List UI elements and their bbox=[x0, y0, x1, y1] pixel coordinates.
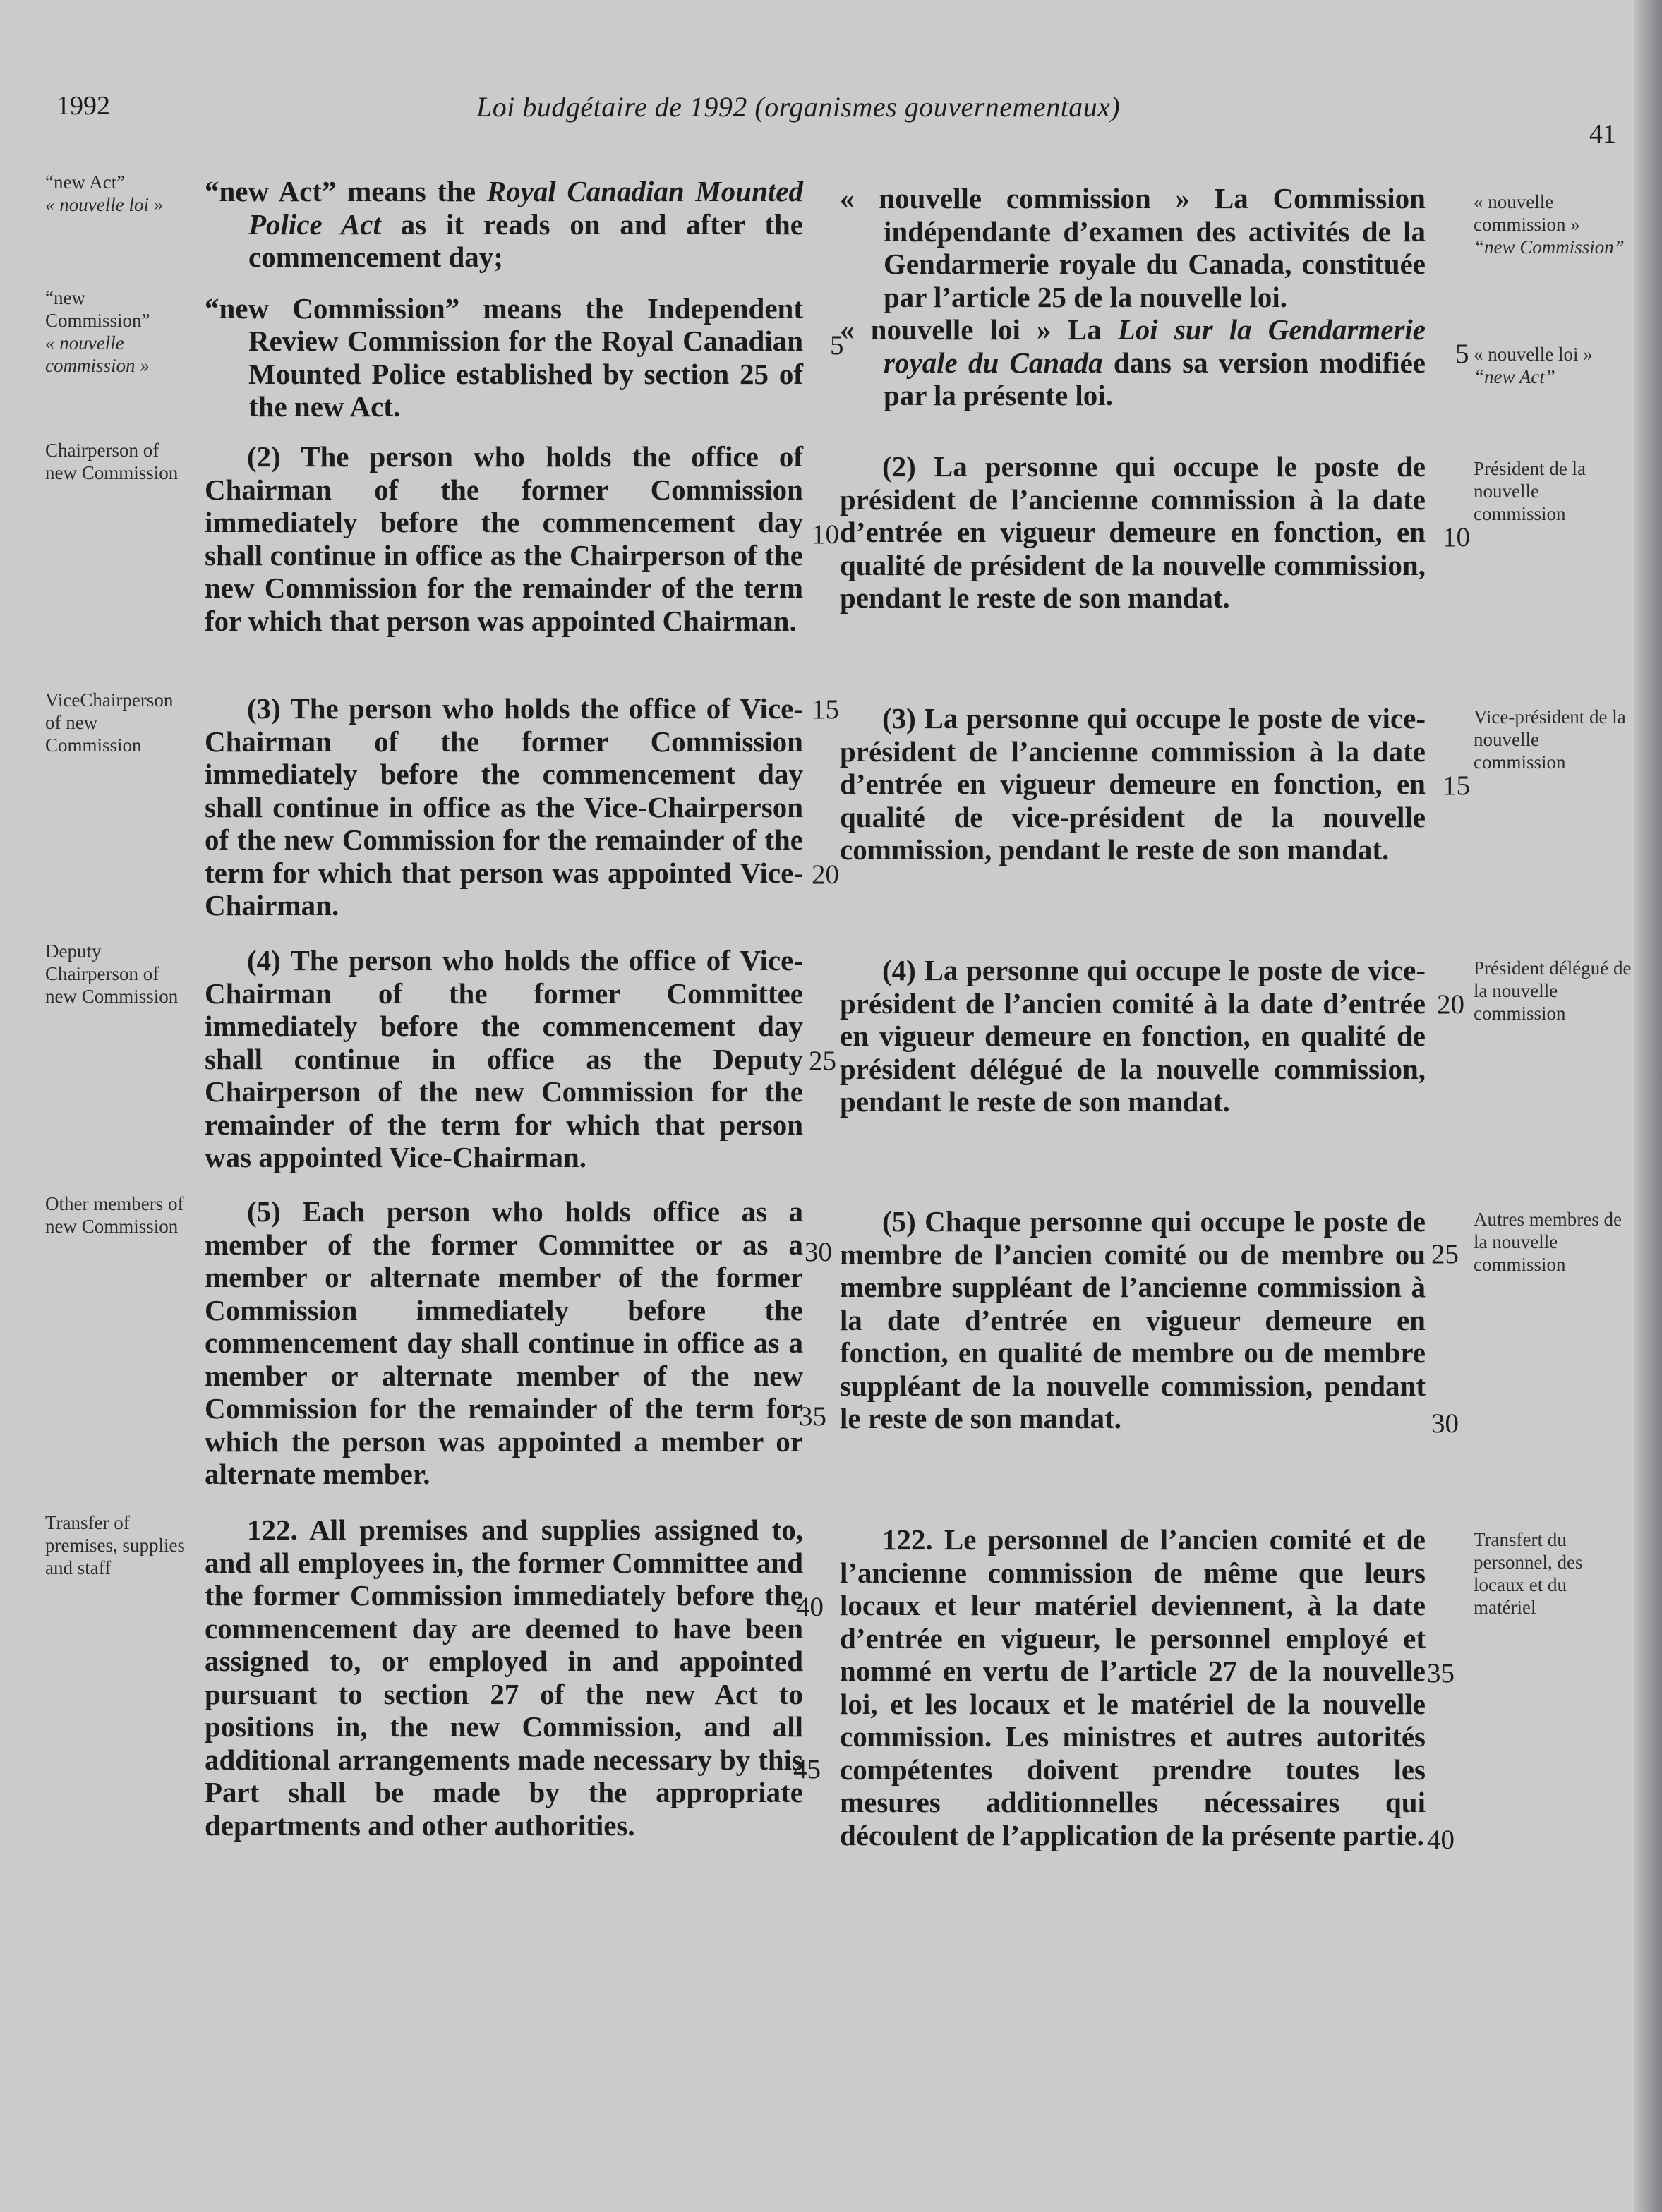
margin-note-deputy-chairperson: Deputy Chairperson of new Commission bbox=[45, 941, 179, 1007]
en-subsection-5: (5) Each person who holds office as a member of the former Committee or as a member or alternate member of the former Commission immediately before the commencement day shall continue in office as a member or alternate member of the new Commission for the remainder of the term for which the person was appointed a member or alternate member. bbox=[205, 1195, 803, 1490]
en-def-new-commission: “new Commission” means the Independent Review Commission for the Royal Canadian Mounted Police established by section 25 of the new Act. bbox=[205, 291, 803, 423]
line-number: 10 bbox=[1443, 522, 1470, 552]
margin-note-new-act: “new Act” « nouvelle loi » bbox=[45, 171, 164, 215]
margin-note-nouvelle-loi: « nouvelle loi » “new Act” bbox=[1474, 344, 1593, 387]
margin-note-new-commission: “new Commission” « nouvelle commission » bbox=[45, 287, 150, 376]
margin-note-vice-chairperson: ViceChairperson of new Commission bbox=[45, 689, 174, 756]
fr-subsection-2: (2) La personne qui occupe le poste de président de l’ancienne commission à la date d’entrée en vigueur demeure en fonction, en qualité de président de la nouvelle commission, pendant le reste de son mandat. bbox=[840, 450, 1426, 614]
margin-note-president-delegue: Président délégué de la nouvelle commission bbox=[1474, 957, 1632, 1024]
fr-def-nouvelle-loi: « nouvelle loi » La Loi sur la Gendarmerie royale du Canada dans sa version modifiée par la présente loi. bbox=[840, 313, 1426, 411]
fr-section-122: 122. Le personnel de l’ancien comité et de l’ancienne commission de même que leurs locaux et leur matériel deviennent, à la date d’entrée en vigueur, le personnel employé et nommé en vertu de l’article 27 de la nouvelle loi, et les locaux et le matériel de la nouvelle commission. Les ministres et autres autorités compétentes doivent prendre toutes les mesures additionnelles nécessaires qui découlent de l’application de la présente partie. bbox=[840, 1523, 1426, 1851]
line-number: 25 bbox=[809, 1046, 836, 1076]
line-number: 20 bbox=[812, 859, 839, 890]
fr-subsection-3: (3) La personne qui occupe le poste de vice-président de l’ancienne commission à la date d’entrée en vigueur demeure en fonction, en qualité de vice-président de la nouvelle commission, pendant le reste de son mandat. bbox=[840, 702, 1426, 866]
line-number: 20 bbox=[1437, 989, 1464, 1020]
line-number: 30 bbox=[805, 1237, 832, 1267]
line-number: 35 bbox=[1427, 1658, 1455, 1688]
en-def-new-act: “new Act” means the Royal Canadian Mounted Police Act as it reads on and after the commencement day; bbox=[205, 175, 804, 273]
margin-note-transfert: Transfert du personnel, des locaux et du matériel bbox=[1474, 1529, 1583, 1618]
fr-subsection-5: (5) Chaque personne qui occupe le poste de membre de l’ancien comité ou de membre ou membre suppléant de l’ancienne commission à la date d’entrée en vigueur demeure en fonction, en qualité de membre ou de membre suppléant de la nouvelle commission, pendant le reste de son mandat. bbox=[840, 1205, 1426, 1434]
fr-def-nouvelle-commission: « nouvelle commission » La Commission indépendante d’examen des activités de la Gendarmerie royale du Canada, constituée par l’article 25 de la nouvelle loi. bbox=[840, 182, 1426, 313]
margin-note-vice-president: Vice-président de la nouvelle commission bbox=[1474, 706, 1626, 773]
line-number: 10 bbox=[812, 519, 839, 550]
line-number: 40 bbox=[1427, 1825, 1455, 1855]
en-section-122: 122. All premises and supplies assigned to, and all employees in, the former Committee and the former Commission immediately before the commencement day are deemed to have been assigned to, or employed in and appointed pursuant to section 27 of the new Act to positions in, the new Commission, and all additional arrangements made necessary by this Part shall be made by the appropriate departments and other authorities. bbox=[205, 1513, 803, 1842]
fr-definitions bbox=[840, 182, 1426, 412]
en-subsection-2: (2) The person who holds the office of Chairman of the former Commission immediately before the commencement day shall continue in office as the Chairperson of the new Commission for the remainder of the term for which that person was appointed Chairman. bbox=[205, 440, 803, 637]
line-number: 45 bbox=[793, 1754, 821, 1784]
line-number: 40 bbox=[796, 1592, 824, 1622]
margin-note-nouvelle-commission: « nouvelle commission » “new Commission” bbox=[1474, 191, 1625, 258]
margin-note-autres-membres: Autres membres de la nouvelle commission bbox=[1474, 1209, 1622, 1275]
margin-note-chairperson: Chairperson of new Commission bbox=[45, 440, 179, 483]
page-number: 41 bbox=[1589, 119, 1616, 149]
en-definitions bbox=[205, 175, 803, 423]
en-subsection-4: (4) The person who holds the office of Vice-Chairman of the former Committee immediately before the commencement day shall continue in office as the Deputy Chairperson of the new Commission for the remainder of the term for which that person was appointed Vice-Chairman. bbox=[205, 944, 803, 1173]
line-number: 15 bbox=[1443, 770, 1470, 801]
line-number: 35 bbox=[799, 1401, 826, 1432]
en-subsection-3: (3) The person who holds the office of Vice-Chairman of the former Commission immediately before the commencement day shall continue in office as the Vice-Chairperson of the new Commission for the remainder of the term for which that person was appointed Vice-Chairman. bbox=[205, 692, 803, 921]
line-number: 25 bbox=[1431, 1239, 1459, 1269]
line-number: 5 bbox=[830, 330, 844, 361]
margin-note-other-members: Other members of new Commission bbox=[45, 1193, 184, 1237]
margin-note-president: Président de la nouvelle commission bbox=[1474, 458, 1586, 524]
fr-subsection-4: (4) La personne qui occupe le poste de vice-président de l’ancien comité à la date d’entrée en vigueur demeure en fonction, en qualité de président délégué de la nouvelle commission, pendant le reste de son mandat. bbox=[840, 954, 1426, 1118]
page-edge-shadow bbox=[1634, 0, 1662, 2212]
margin-note-transfer: Transfer of premises, supplies and staff bbox=[45, 1512, 185, 1578]
line-number: 30 bbox=[1431, 1408, 1459, 1439]
header-title: Loi budgétaire de 1992 (organismes gouvernementaux) bbox=[476, 91, 1121, 123]
line-number: 5 bbox=[1455, 339, 1469, 369]
header-year: 1992 bbox=[56, 91, 110, 121]
line-number: 15 bbox=[812, 694, 839, 725]
